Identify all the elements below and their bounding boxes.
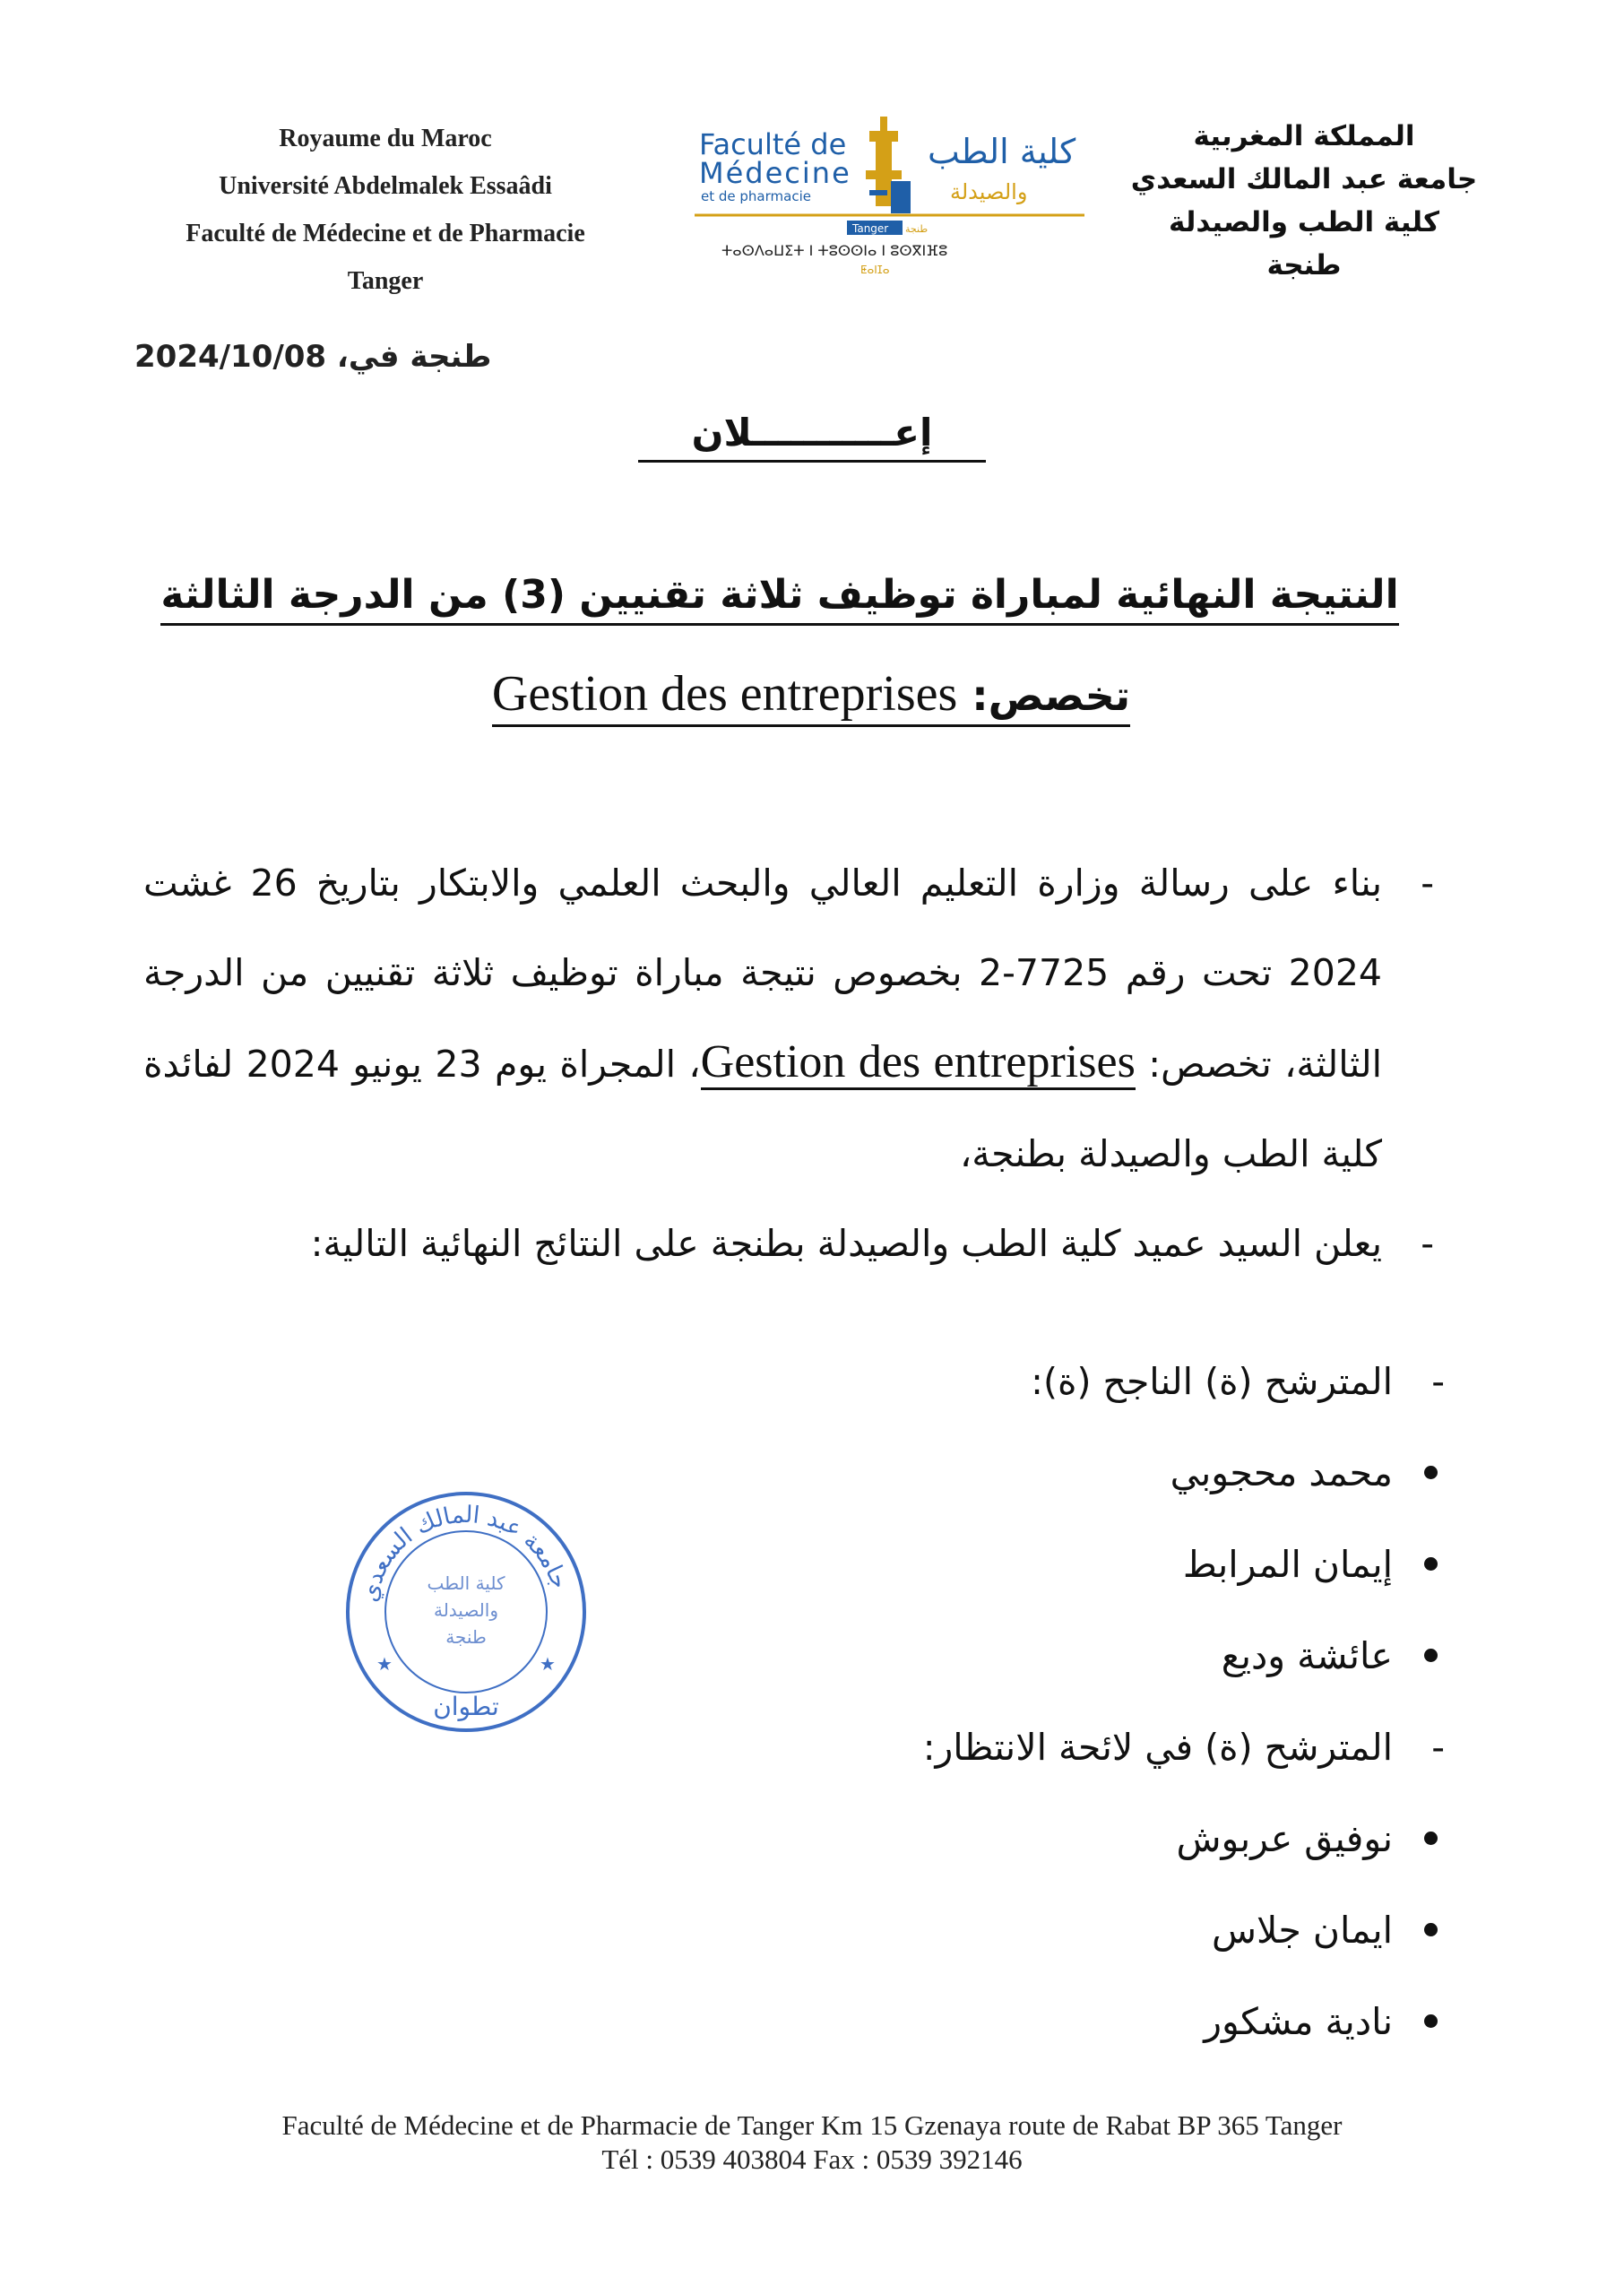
document-title [143,572,1416,618]
header-ar-line: المملكة المغربية [1193,120,1415,152]
list-item [369,1884,1445,1976]
paragraph-1-part-b: ، المجراة يوم 23 يونيو 2024 لفائدة كلية الطب والصيدلة بطنجة، [143,1043,1382,1175]
paragraph-1 [143,838,1434,1199]
dash-marker: - [1421,862,1434,905]
tower-icon [866,117,911,213]
header-arabic-block [1125,115,1483,287]
list-item [369,1976,1445,2067]
footer-line-2: Tél : 0539 403804 Fax : 0539 392146 [601,2143,1023,2175]
stamp-outer-text: جامعة عبد المالك السعدي [356,1501,574,1605]
logo-fr-line1: Faculté de [699,127,847,161]
header-ar-line: جامعة عبد المالك السعدي [1130,163,1478,195]
bullet-icon [1424,1466,1438,1479]
paragraph-2-text: يعلن السيد عميد كلية الطب والصيدلة بطنجة على النتائج النهائية التالية: [310,1222,1382,1265]
bullet-icon [1424,1832,1438,1845]
waiting-heading-text: المترشح (ة) في لائحة الانتظار: [922,1726,1393,1769]
candidate-name: ايمان جلاس [1212,1909,1393,1952]
dash-marker: - [1431,1360,1445,1403]
title-text: النتيجة النهائية لمباراة توظيف ثلاثة تقنيين (3) من الدرجة الثالثة [160,572,1398,626]
bullet-icon [1424,2014,1438,2028]
specialty-value: Gestion des entreprises [491,666,958,722]
candidate-name: نوفيق عربوش [1176,1817,1393,1860]
star-icon: ★ [376,1653,393,1675]
logo-tifinagh2: ⵟⴰⵏⵊⴰ [860,264,890,276]
bullet-icon [1424,1557,1438,1571]
announcement-text: إعـــــــــــلان [638,411,987,463]
announcement-heading [538,411,1086,455]
footer-address [0,2109,1624,2177]
bullet-icon [1424,1649,1438,1662]
dash-marker: - [1431,1726,1445,1769]
list-item [369,1793,1445,1884]
logo-tifinagh: ⵜⴰⵙⴷⴰⵡⵉⵜ ⵏ ⵜⵓⵙⵙⵏⴰ ⵏ ⵓⵙⴳⵏⴼⵓ [721,242,948,259]
candidate-name: إيمان المرابط [1182,1543,1393,1586]
header-fr-line: Université Abdelmalek Essaâdi [219,172,552,200]
candidate-name: نادية مشكور [1204,2000,1393,2043]
header-ar-line: كلية الطب والصيدلة [1168,206,1440,238]
specialty-underline [491,666,1131,727]
logo-fr-line2: Médecine [699,156,851,190]
header-fr-line: Tanger [347,267,424,295]
stamp-bottom-text: تطوان [433,1692,499,1721]
header-french-block [117,115,654,305]
logo-ar-line2: والصيدلة [950,179,1028,204]
bullet-icon [1424,1923,1438,1936]
logo-badge: Tanger [852,222,889,235]
header-fr-line: Royaume du Maroc [279,125,492,152]
candidate-name: عائشة وديع [1221,1634,1393,1677]
paragraph-1-part-a: بناء على رسالة وزارة التعليم العالي والبحث العلمي والابتكار بتاريخ 26 غشت 2024 تحت رقم 7725-2 بخصوص نتيجة مباراة توظيف ثلاثة تقنيين من الدرجة الثالثة، تخصص: [143,862,1383,1086]
paragraph-2 [143,1199,1434,1288]
official-stamp-icon [341,1486,592,1737]
document-date: طنجة في، 2024/10/08 [134,339,492,375]
dash-marker: - [1421,1222,1434,1265]
header-fr-line: Faculté de Médecine et de Pharmacie [186,220,585,247]
star-icon: ★ [540,1653,556,1675]
document-body [143,838,1434,1288]
header-ar-line: طنجة [1266,249,1342,281]
stamp-inner-line1: كلية الطب [427,1572,505,1594]
faculty-logo [690,109,1111,284]
paragraph-1-specialty: Gestion des entreprises [701,1036,1136,1090]
footer-line-1: Faculté de Médecine et de Pharmacie de Tanger Km 15 Gzenaya route de Rabat BP 365 Tanger [281,2109,1343,2141]
stamp-inner-line3: طنجة [445,1626,487,1648]
successful-heading-text: المترشح (ة) الناجح (ة): [1031,1360,1393,1403]
candidate-name: محمد محجوبي [1170,1451,1393,1494]
specialty-label: تخصص: [972,671,1131,720]
logo-badge-ar: طنجة [905,223,929,235]
specialty-line [358,665,1264,723]
logo-fr-line3: et de pharmacie [701,188,811,204]
stamp-inner-line2: والصيدلة [433,1599,499,1621]
logo-ar-line1: كلية الطب [928,132,1076,171]
successful-heading [369,1336,1445,1427]
